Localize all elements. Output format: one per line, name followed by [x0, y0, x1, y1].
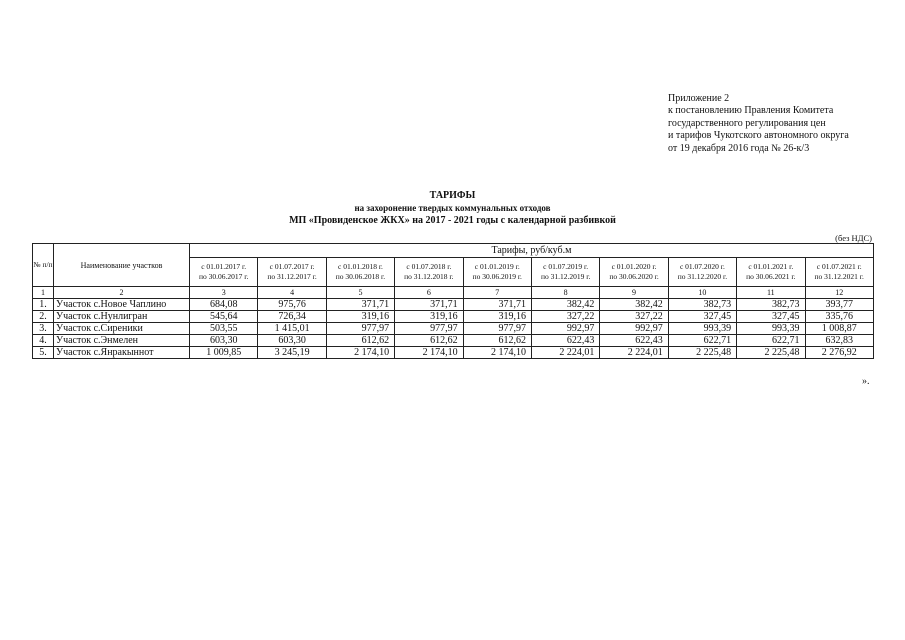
- tariff-value: 2 225,48: [737, 347, 805, 359]
- tariff-value: 382,42: [600, 299, 668, 311]
- table-row: [33, 323, 874, 335]
- appendix-block: [668, 93, 849, 155]
- tariff-value: 327,45: [668, 311, 736, 323]
- tariff-value: 382,42: [531, 299, 599, 311]
- tariff-value: 335,76: [805, 311, 873, 323]
- period-from: с 01.07.2018 г.: [406, 262, 452, 271]
- tariff-value: 327,22: [600, 311, 668, 323]
- appendix-line: государственного регулирования цен: [668, 117, 826, 129]
- header-name: Наименование участков: [54, 244, 190, 287]
- tariff-value: 2 224,01: [600, 347, 668, 359]
- tariff-value: 2 174,10: [463, 347, 531, 359]
- tariff-value: 612,62: [326, 335, 394, 347]
- row-number: 2.: [33, 311, 54, 323]
- period-from: с 01.01.2019 г.: [474, 262, 520, 271]
- period-header: [805, 258, 873, 287]
- column-number: 10: [668, 287, 736, 299]
- column-number: 5: [326, 287, 394, 299]
- vat-note: (без НДС): [835, 233, 872, 243]
- period-header: [600, 258, 668, 287]
- period-header: [326, 258, 394, 287]
- tariff-value: 1 415,01: [258, 323, 326, 335]
- tariff-value: 545,64: [190, 311, 258, 323]
- row-number: 1.: [33, 299, 54, 311]
- period-to: по 31.12.2019 г.: [540, 272, 591, 281]
- column-number: 12: [805, 287, 873, 299]
- period-to: по 31.12.2020 г.: [677, 272, 728, 281]
- table-row: [33, 311, 874, 323]
- table-row: [33, 347, 874, 359]
- document-title: ТАРИФЫ: [429, 190, 476, 201]
- tariff-value: 622,43: [531, 335, 599, 347]
- period-from: с 01.07.2021 г.: [816, 262, 862, 271]
- site-name: Участок с.Янракыннот: [54, 347, 190, 359]
- tariff-value: 2 225,48: [668, 347, 736, 359]
- column-number: 6: [395, 287, 463, 299]
- table-row: [33, 335, 874, 347]
- tariff-value: 977,97: [326, 323, 394, 335]
- period-from: с 01.01.2021 г.: [748, 262, 794, 271]
- period-from: с 01.01.2017 г.: [201, 262, 247, 271]
- header-tariffs: Тарифы, руб/куб.м: [190, 244, 874, 258]
- tariff-table: [32, 243, 874, 359]
- period-to: по 30.06.2021 г.: [746, 272, 796, 281]
- period-header: [668, 258, 736, 287]
- tariff-value: 382,73: [668, 299, 736, 311]
- tariff-value: 993,39: [668, 323, 736, 335]
- appendix-line: и тарифов Чукотского автономного округа: [668, 130, 849, 142]
- tariff-value: 393,77: [805, 299, 873, 311]
- tariff-value: 382,73: [737, 299, 805, 311]
- header-no: № п/п: [33, 244, 54, 287]
- column-number: 3: [190, 287, 258, 299]
- tariff-value: 603,30: [258, 335, 326, 347]
- period-to: по 31.12.2017 г.: [267, 272, 317, 281]
- tariff-value: 503,55: [190, 323, 258, 335]
- tariff-value: 319,16: [463, 311, 531, 323]
- period-from: с 01.01.2020 г.: [611, 262, 657, 271]
- tariff-value: 975,76: [258, 299, 326, 311]
- tariff-value: 612,62: [395, 335, 463, 347]
- column-number: 1: [33, 287, 54, 299]
- tariff-value: 319,16: [326, 311, 394, 323]
- tariff-value: 622,71: [737, 335, 805, 347]
- column-number: 2: [54, 287, 190, 299]
- tariff-value: 1 008,87: [805, 323, 873, 335]
- table-row: [33, 299, 874, 311]
- tariff-value: 684,08: [190, 299, 258, 311]
- tariff-value: 3 245,19: [258, 347, 326, 359]
- tariff-value: 726,34: [258, 311, 326, 323]
- tariff-value: 992,97: [600, 323, 668, 335]
- column-number: 4: [258, 287, 326, 299]
- tariff-value: 2 174,10: [326, 347, 394, 359]
- column-number: 11: [737, 287, 805, 299]
- tariff-value: 371,71: [326, 299, 394, 311]
- column-number: 9: [600, 287, 668, 299]
- period-header: [258, 258, 326, 287]
- period-from: с 01.07.2020 г.: [679, 262, 725, 271]
- document-subtitle-2: МП «Провиденское ЖКХ» на 2017 - 2021 годы с календарной разбивкой: [289, 215, 616, 226]
- period-from: с 01.07.2017 г.: [269, 262, 315, 271]
- tariff-value: 371,71: [463, 299, 531, 311]
- row-number: 3.: [33, 323, 54, 335]
- tariff-value: 319,16: [395, 311, 463, 323]
- column-number: 8: [531, 287, 599, 299]
- tariff-value: 1 009,85: [190, 347, 258, 359]
- appendix-line: от 19 декабря 2016 года № 26-к/3: [668, 142, 810, 154]
- tariff-value: 977,97: [463, 323, 531, 335]
- document-subtitle: на захоронение твердых коммунальных отходов: [354, 203, 551, 213]
- row-number: 5.: [33, 347, 54, 359]
- tariff-value: 2 224,01: [531, 347, 599, 359]
- tariff-value: 603,30: [190, 335, 258, 347]
- tariff-value: 327,22: [531, 311, 599, 323]
- site-name: Участок с.Энмелен: [54, 335, 190, 347]
- period-to: по 30.06.2019 г.: [472, 272, 522, 281]
- period-header: [737, 258, 805, 287]
- tariff-value: 622,43: [600, 335, 668, 347]
- period-header: [395, 258, 463, 287]
- period-to: по 30.06.2020 г.: [609, 272, 659, 281]
- tariff-value: 992,97: [531, 323, 599, 335]
- tariff-value: 622,71: [668, 335, 736, 347]
- period-from: с 01.07.2019 г.: [543, 262, 589, 271]
- tariff-value: 612,62: [463, 335, 531, 347]
- tariff-value: 993,39: [737, 323, 805, 335]
- period-to: по 30.06.2018 г.: [335, 272, 386, 281]
- period-header: [190, 258, 258, 287]
- site-name: Участок с.Нунлигран: [54, 311, 190, 323]
- tariff-value: 2 174,10: [395, 347, 463, 359]
- period-to: по 30.06.2017 г.: [199, 272, 249, 281]
- tariff-value: 2 276,92: [805, 347, 873, 359]
- period-to: по 31.12.2018 г.: [404, 272, 454, 281]
- appendix-line: Приложение 2: [668, 93, 730, 104]
- tariff-value: 632,83: [805, 335, 873, 347]
- period-from: с 01.01.2018 г.: [338, 262, 383, 271]
- site-name: Участок с.Новое Чаплино: [54, 299, 190, 311]
- end-mark: ».: [862, 376, 870, 387]
- tariff-value: 977,97: [395, 323, 463, 335]
- period-header: [463, 258, 531, 287]
- column-number: 7: [463, 287, 531, 299]
- period-to: по 31.12.2021 г.: [814, 272, 864, 281]
- site-name: Участок с.Сиреники: [54, 323, 190, 335]
- period-header: [531, 258, 599, 287]
- tariff-value: 327,45: [737, 311, 805, 323]
- appendix-line: к постановлению Правления Комитета: [668, 105, 834, 117]
- tariff-value: 371,71: [395, 299, 463, 311]
- row-number: 4.: [33, 335, 54, 347]
